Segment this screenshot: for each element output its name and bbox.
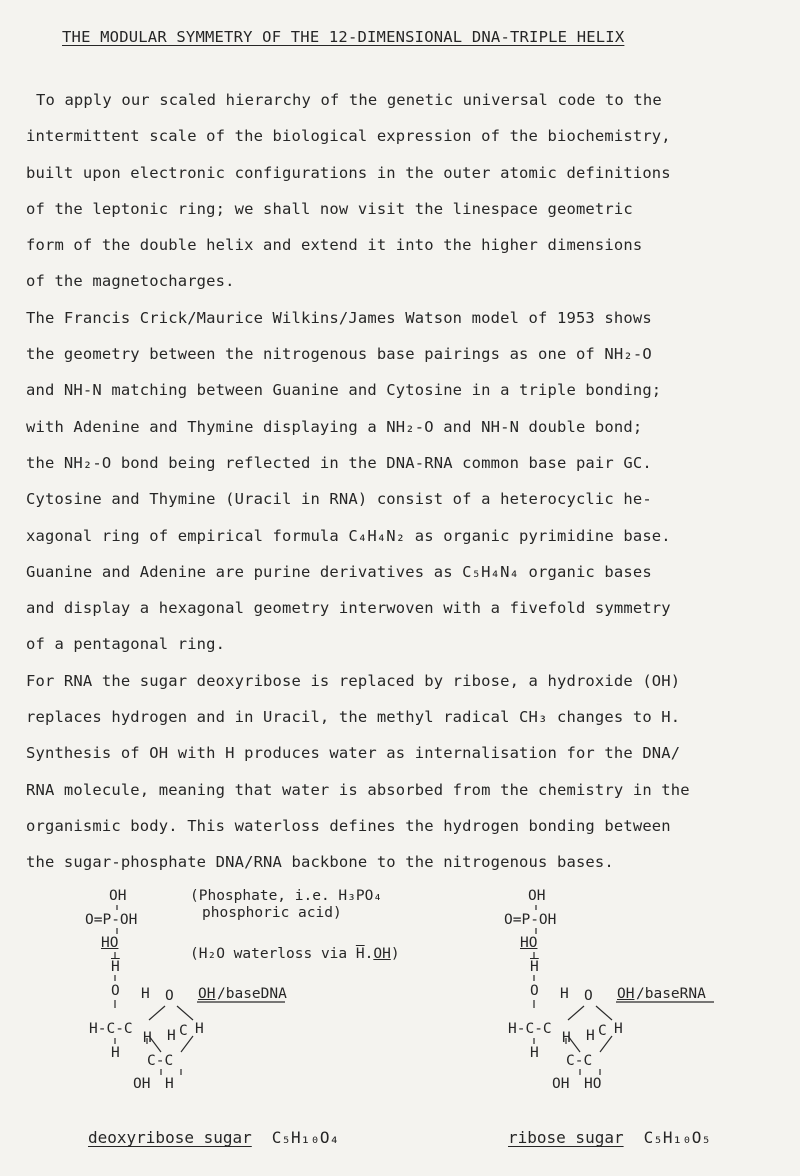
phosphate-note-line-1: (Phosphate, i.e. H₃PO₄: [190, 888, 383, 904]
base-rna-label: /baseRNA: [636, 986, 706, 1002]
oh-bottom-label: OH: [552, 1076, 570, 1092]
paragraph-3: [26, 663, 786, 881]
h-bottom-right-label: H: [165, 1076, 174, 1092]
ribose-caption-label: ribose sugar: [508, 1128, 624, 1147]
h-c-label: H: [143, 1030, 152, 1046]
text-line: intermittent scale of the biological expression of the biochemistry,: [26, 127, 671, 146]
waterloss-note-oh: OH: [373, 946, 391, 962]
waterloss-note-post: ): [390, 946, 400, 962]
h-d-label: H: [586, 1028, 595, 1044]
phosphate-group-label: O=P-OH: [504, 912, 557, 928]
h-a-label: H: [141, 986, 150, 1002]
oh-top-label: OH: [528, 888, 546, 904]
text-line: Cytosine and Thymine (Uracil in RNA) consist of a heterocyclic he-: [26, 490, 652, 509]
text-line: and display a hexagonal geometry interwoven with a fivefold symmetry: [26, 599, 671, 618]
waterloss-note-pre: (H₂O waterloss via: [190, 946, 356, 962]
text-line: To apply our scaled hierarchy of the genetic universal code to the: [36, 91, 662, 109]
oh-top-label: OH: [109, 888, 127, 904]
oh-base-label: OH: [617, 986, 635, 1002]
h-e-label: H: [195, 1021, 204, 1037]
h-c-label: H: [562, 1030, 571, 1046]
text-line: the NH₂-O bond being reflected in the DNA-RNA common base pair GC.: [26, 453, 652, 472]
ho-bottom-right-label: HO: [584, 1076, 602, 1092]
text-line: The Francis Crick/Maurice Wilkins/James Watson model of 1953 shows: [26, 308, 652, 327]
hc-chain-label: H-C-C: [508, 1021, 552, 1037]
h-d-label: H: [167, 1028, 176, 1044]
cc-label: C-C: [566, 1053, 593, 1069]
deoxyribose-formula: C₅H₁₀O₄: [271, 1128, 340, 1147]
hc-chain-label: H-C-C: [89, 1021, 133, 1037]
text-line: replaces hydrogen and in Uracil, the methyl radical CH₃ changes to H.: [26, 708, 681, 727]
h-bottom-label: H: [530, 1045, 539, 1061]
text-line: organismic body. This waterloss defines the hydrogen bonding between: [26, 816, 671, 835]
phosphate-group-label: O=P-OH: [85, 912, 138, 928]
text-line: For RNA the sugar deoxyribose is replaced by ribose, a hydroxide (OH): [26, 671, 681, 690]
text-line: Synthesis of OH with H produces water as internalisation for the DNA/: [26, 744, 681, 763]
ho-label: HO: [101, 935, 119, 951]
waterloss-note-dot: .: [364, 946, 374, 962]
o-b-label: O: [584, 988, 593, 1004]
text-line: with Adenine and Thymine displaying a NH₂-O and NH-N double bond;: [26, 417, 643, 436]
paragraph-1: [26, 82, 786, 300]
h-a-label: H: [560, 986, 569, 1002]
h-e-label: H: [614, 1021, 623, 1037]
text-line: RNA molecule, meaning that water is absorbed from the chemistry in the: [26, 780, 690, 799]
text-line: Guanine and Adenine are purine derivatives as C₅H₄N₄ organic bases: [26, 562, 652, 581]
waterloss-note-h: $\overline{H}$: [355, 946, 365, 962]
body-text: [26, 82, 786, 881]
deoxyribose-caption-label: deoxyribose sugar: [88, 1128, 252, 1147]
c-h-label: C: [179, 1023, 188, 1039]
o-b-label: O: [165, 988, 174, 1004]
text-line: xagonal ring of empirical formula C₄H₄N₂ as organic pyrimidine base.: [26, 526, 671, 545]
text-line: the sugar-phosphate DNA/RNA backbone to the nitrogenous bases.: [26, 853, 614, 872]
cc-label: C-C: [147, 1053, 174, 1069]
ribose-formula: C₅H₁₀O₅: [643, 1128, 712, 1147]
h-bridge-label: $\overline{H}$: [111, 959, 120, 975]
paragraph-2: [26, 300, 786, 663]
text-line: of a pentagonal ring.: [26, 635, 226, 654]
text-line: form of the double helix and extend it into the higher dimensions: [26, 236, 643, 255]
ho-label: HO: [520, 935, 538, 951]
o-ring-label: O: [111, 983, 120, 999]
text-line: built upon electronic configurations in the outer atomic definitions: [26, 163, 671, 182]
text-line: of the leptonic ring; we shall now visit the linespace geometric: [26, 199, 633, 218]
deoxyribose-caption: [88, 1128, 339, 1147]
page-title: THE MODULAR SYMMETRY OF THE 12-DIMENSIONAL DNA-TRIPLE HELIX: [62, 28, 625, 46]
h-bottom-label: H: [111, 1045, 120, 1061]
oh-base-label: OH: [198, 986, 216, 1002]
text-line: of the magnetocharges.: [26, 272, 235, 291]
ribose-structure: [504, 888, 764, 1138]
deoxyribose-structure: [85, 888, 315, 1138]
ribose-caption: [508, 1128, 711, 1147]
phosphate-note-line-2: phosphoric acid): [202, 905, 342, 921]
o-ring-label: O: [530, 983, 539, 999]
oh-bottom-label: OH: [133, 1076, 151, 1092]
text-line: and NH-N matching between Guanine and Cytosine in a triple bonding;: [26, 381, 662, 400]
base-dna-label: /baseDNA: [217, 986, 287, 1002]
h-bridge-label: $\overline{H}$: [530, 959, 539, 975]
c-h-label: C: [598, 1023, 607, 1039]
text-line: the geometry between the nitrogenous base pairings as one of NH₂-O: [26, 345, 652, 364]
